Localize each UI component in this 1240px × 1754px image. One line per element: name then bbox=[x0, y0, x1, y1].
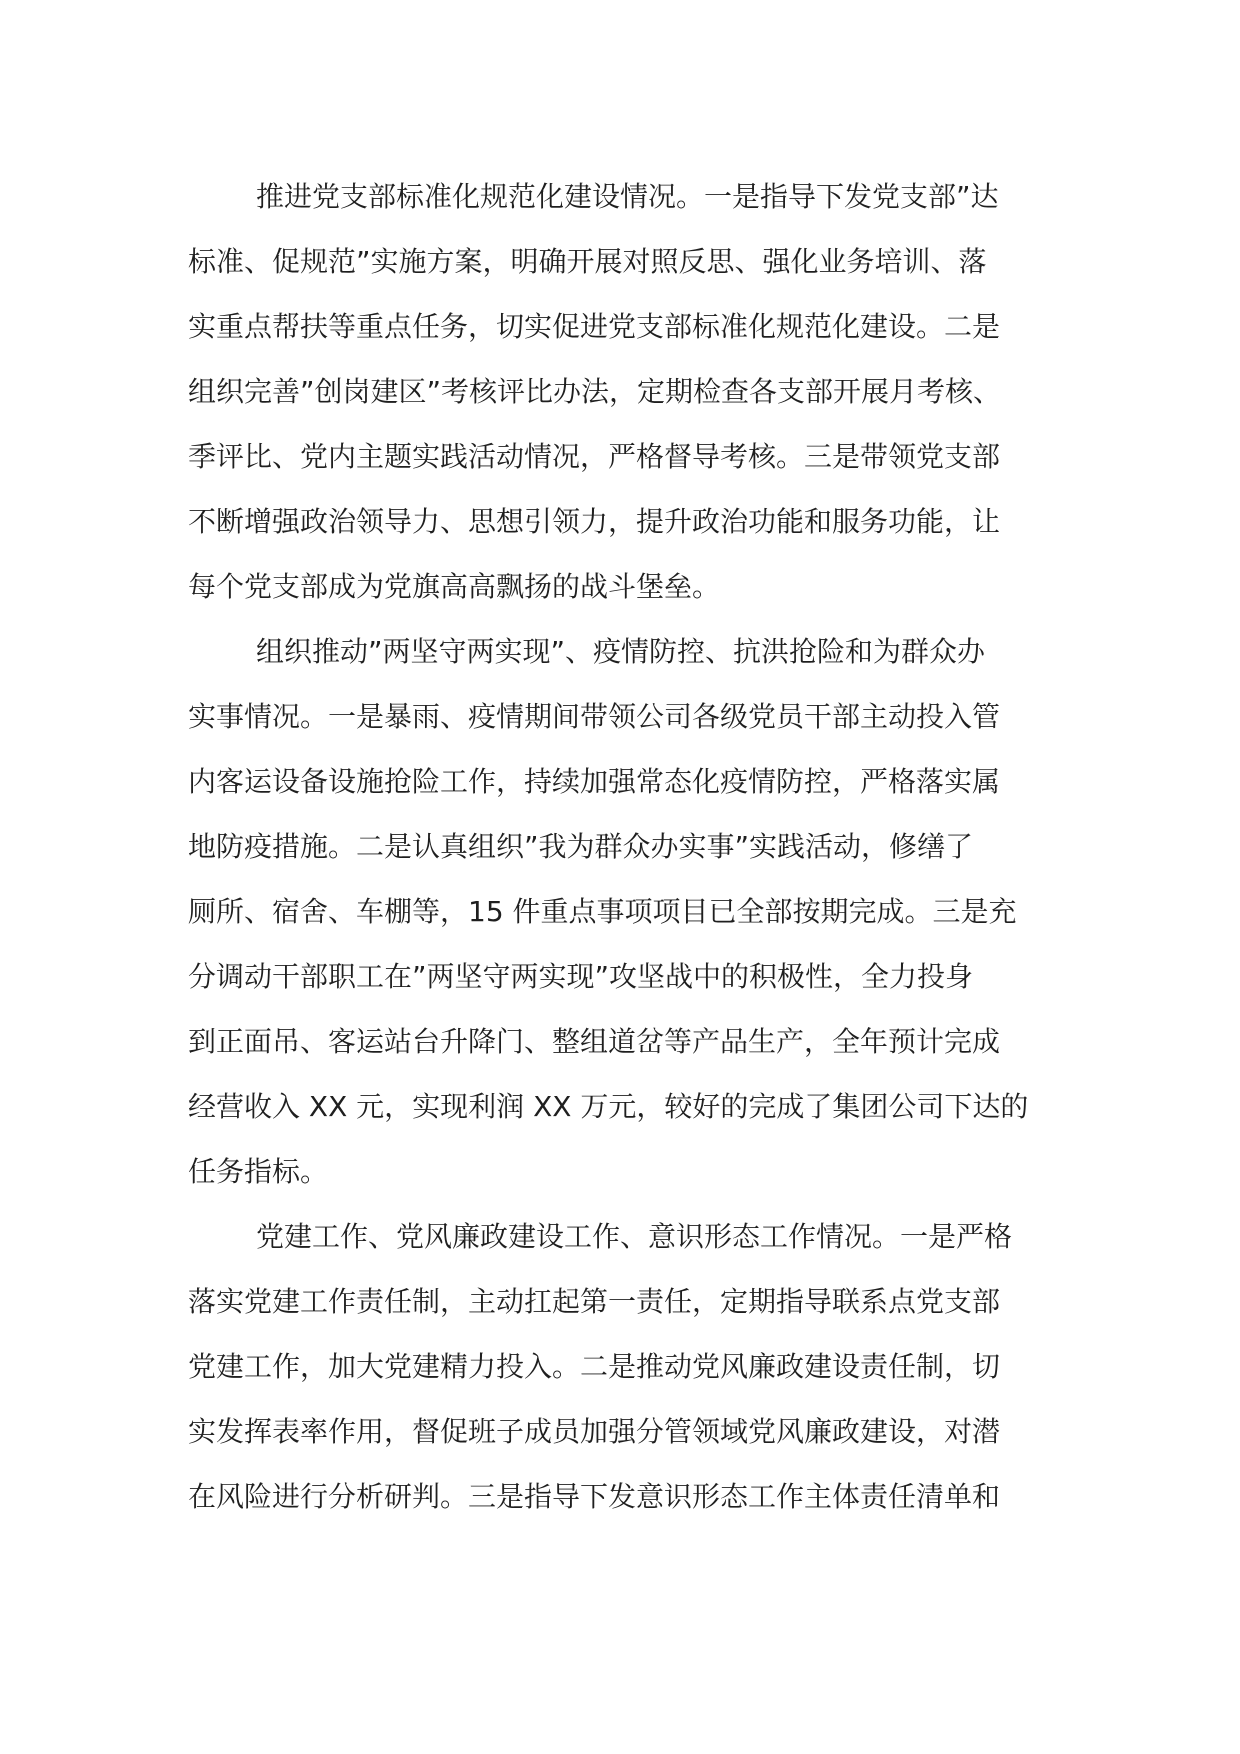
document-body bbox=[188, 164, 1063, 1529]
paragraph-epidemic-flood-service bbox=[188, 619, 1063, 1204]
paragraph-line: 不断增强政治领导力、思想引领力，提升政治功能和服务功能，让 bbox=[188, 505, 1001, 538]
paragraph-line: 任务指标。 bbox=[188, 1155, 329, 1188]
paragraph-line: 实事情况。一是暴雨、疫情期间带领公司各级党员干部主动投入管 bbox=[188, 700, 1001, 733]
paragraph-branch-standardization bbox=[188, 164, 1063, 619]
paragraph-line: 分调动干部职工在”两坚守两实现”攻坚战中的积极性，全力投身 bbox=[188, 960, 974, 993]
paragraph-line: 组织推动”两坚守两实现”、疫情防控、抗洪抢险和为群众办 bbox=[256, 635, 986, 668]
paragraph-line: 标准、促规范”实施方案，明确开展对照反思、强化业务培训、落 bbox=[188, 245, 987, 278]
paragraph-line: 党建工作、党风廉政建设工作、意识形态工作情况。一是严格 bbox=[256, 1220, 1013, 1253]
paragraph-line: 在风险进行分析研判。三是指导下发意识形态工作主体责任清单和 bbox=[188, 1480, 1001, 1513]
paragraph-line: 地防疫措施。二是认真组织”我为群众办实事”实践活动，修缮了 bbox=[188, 830, 974, 863]
paragraph-line: 推进党支部标准化规范化建设情况。一是指导下发党支部”达 bbox=[256, 180, 999, 213]
paragraph-line: 经营收入 XX 元，实现利润 XX 万元，较好的完成了集团公司下达的 bbox=[188, 1090, 1029, 1123]
paragraph-party-building bbox=[188, 1204, 1063, 1529]
paragraph-line: 实发挥表率作用，督促班子成员加强分管领域党风廉政建设，对潜 bbox=[188, 1415, 1001, 1448]
paragraph-line: 组织完善”创岗建区”考核评比办法，定期检查各支部开展月考核、 bbox=[188, 375, 1002, 408]
paragraph-line: 实重点帮扶等重点任务，切实促进党支部标准化规范化建设。二是 bbox=[188, 310, 1001, 343]
paragraph-line: 到正面吊、客运站台升降门、整组道岔等产品生产，全年预计完成 bbox=[188, 1025, 1001, 1058]
paragraph-line: 党建工作，加大党建精力投入。二是推动党风廉政建设责任制，切 bbox=[188, 1350, 1001, 1383]
paragraph-line: 季评比、党内主题实践活动情况，严格督导考核。三是带领党支部 bbox=[188, 440, 1001, 473]
paragraph-line: 厕所、宿舍、车棚等，15 件重点事项项目已全部按期完成。三是充 bbox=[188, 895, 1017, 928]
paragraph-line: 每个党支部成为党旗高高飘扬的战斗堡垒。 bbox=[188, 570, 721, 603]
paragraph-line: 内客运设备设施抢险工作，持续加强常态化疫情防控，严格落实属 bbox=[188, 765, 1001, 798]
paragraph-line: 落实党建工作责任制，主动扛起第一责任，定期指导联系点党支部 bbox=[188, 1285, 1001, 1318]
